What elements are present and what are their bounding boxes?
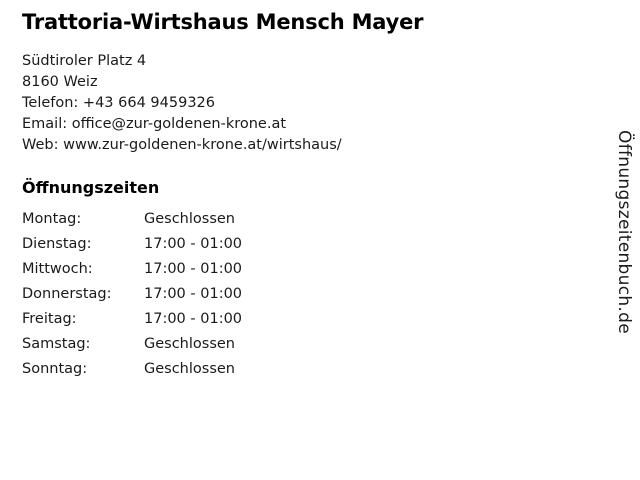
contact-email: Email: office@zur-goldenen-krone.at: [22, 116, 287, 133]
day-hours: Geschlossen: [144, 361, 235, 378]
contact-phone: Telefon: +43 664 9459326: [22, 95, 215, 112]
day-hours: Geschlossen: [144, 211, 235, 228]
day-label: Montag:: [22, 211, 82, 228]
table-row: [22, 336, 242, 361]
day-label: Dienstag:: [22, 236, 92, 253]
opening-hours-heading: Öffnungszeiten: [22, 178, 160, 198]
day-hours: 17:00 - 01:00: [144, 286, 243, 303]
address-street: Südtiroler Platz 4: [22, 53, 147, 70]
day-label: Sonntag:: [22, 361, 88, 378]
table-row: [22, 286, 242, 311]
table-row: [22, 211, 242, 236]
day-hours: 17:00 - 01:00: [144, 261, 243, 278]
address-city: 8160 Weiz: [22, 74, 98, 91]
day-label: Samstag:: [22, 336, 91, 353]
address-block: [22, 51, 592, 156]
day-hours: Geschlossen: [144, 336, 235, 353]
table-row: [22, 361, 242, 386]
business-info-panel: [22, 10, 592, 386]
page-title: Trattoria-Wirtshaus Mensch Mayer: [22, 10, 424, 34]
day-hours: 17:00 - 01:00: [144, 311, 243, 328]
day-label: Mittwoch:: [22, 261, 93, 278]
day-label: Donnerstag:: [22, 286, 112, 303]
watermark-label: Öffnungszeitenbuch.de: [614, 130, 634, 334]
table-row: [22, 311, 242, 336]
day-hours: 17:00 - 01:00: [144, 236, 243, 253]
opening-hours-table: [22, 211, 242, 386]
contact-website: Web: www.zur-goldenen-krone.at/wirtshaus/: [22, 137, 342, 154]
day-label: Freitag:: [22, 311, 77, 328]
table-row: [22, 236, 242, 261]
table-row: [22, 261, 242, 286]
